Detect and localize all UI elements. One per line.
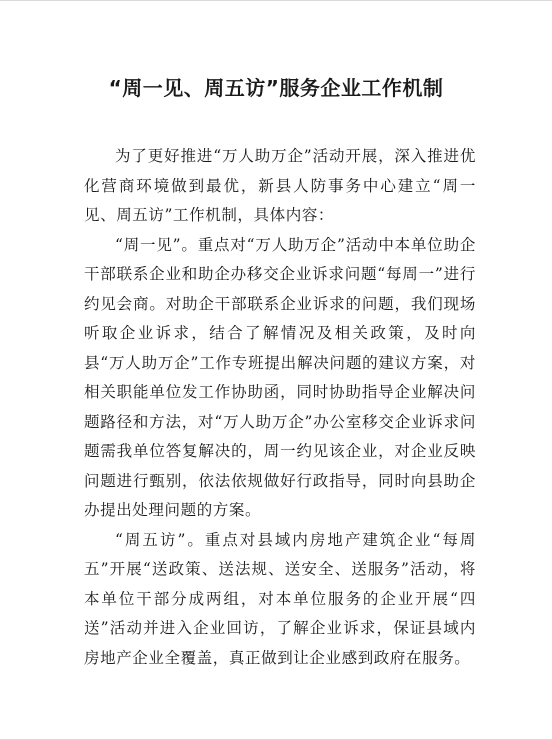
friday-visit-paragraph: “周五访”。重点对县域内房地产建筑企业“每周五”开展“送政策、送法规、送安全、送服务”活动，将本单位干部分成两组，对本单位服务的企业开展“四送”活动并进入企业回访，了解企业诉求，保证县域内房地产企业全覆盖，真正做到让企业感到政府在服务。 bbox=[84, 530, 476, 667]
document-body bbox=[84, 142, 476, 673]
intro-paragraph: 为了更好推进“万人助万企”活动开展，深入推进优化营商环境做到最优，新县人防事务中心建立“周一见、周五访”工作机制，具体内容： bbox=[84, 147, 476, 224]
monday-meeting-paragraph: “周一见”。重点对“万人助万企”活动中本单位助企干部联系企业和助企办移交企业诉求问题“每周一”进行约见会商。对助企干部联系企业诉求的问题，我们现场听取企业诉求，结合了解情况及相关政策，及时向县“万人助万企”工作专班提出解决问题的建议方案，对相关职能单位发工作协助函，同时协助指导企业解决问题路径和方法，对“万人助万企”办公室移交企业诉求问题需我单位答复解决的，周一约见该企业，对企业反映问题进行甄别，依法依规做好行政指导，同时向县助企办提出处理问题的方案。 bbox=[84, 235, 476, 519]
document-title: “周一见、周五访”服务企业工作机制 bbox=[108, 76, 444, 100]
